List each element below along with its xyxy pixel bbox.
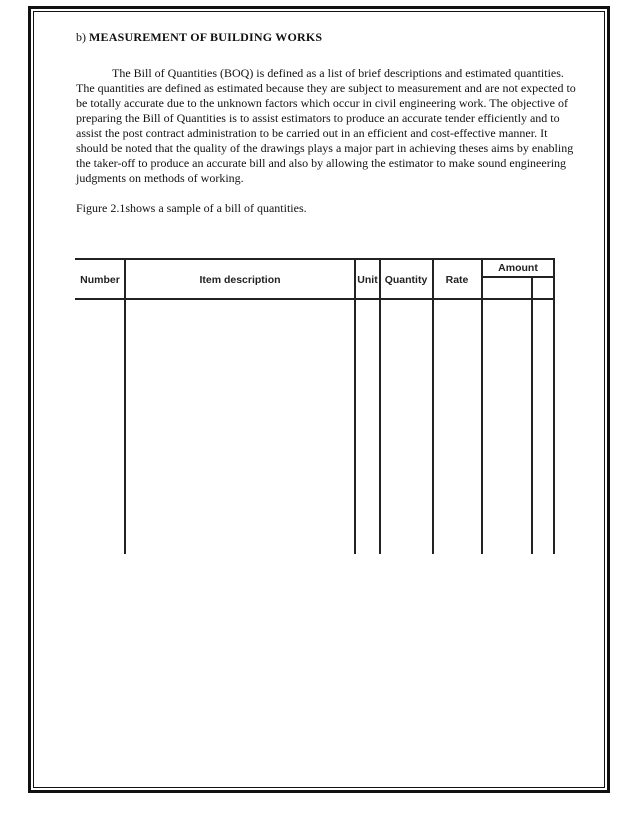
column-rule-unit [379,258,381,554]
table-top-rule [75,258,555,260]
column-rule-description [354,258,356,554]
paragraph-text: The Bill of Quantities (BOQ) is defined as a list of brief descriptions and estimated quantities. The quantities are defined as estimated because they are subject to measurement and are not expected to be totally accurate due to the unknown factors which occur in civil engineering work. The objective of preparing the Bill of Quantities is to assist estimators to produce an accurate tender efficiently and to assist the post contract administration to be carried out in an efficient and cost-effective manner. It should be noted that the quality of the drawings plays a major part in achieving theses aims by enabling the taker-off to produce an accurate bill and also by allowing the estimator to make sound engineering judgments on methods of working. [76,66,576,185]
header-item-description: Item description [199,274,281,286]
boq-sample-table [75,258,555,554]
document-body [76,30,576,216]
column-rule-rate [481,258,483,554]
amount-subheader-rule [481,276,555,278]
boq-definition-paragraph [76,66,576,186]
section-prefix: b) [76,30,86,44]
header-amount: Amount [498,262,538,274]
header-bottom-rule [75,298,555,300]
header-rate: Rate [445,274,469,286]
column-rule-quantity [432,258,434,554]
column-rule-amount-split [531,277,533,554]
header-number: Number [80,274,120,286]
figure-reference: Figure 2.1shows a sample of a bill of quantities. [76,201,307,215]
section-heading [76,30,576,45]
column-rule-number [124,258,126,554]
section-title: MEASUREMENT OF BUILDING WORKS [89,30,323,44]
column-rule-right-edge [553,258,555,554]
header-unit: Unit [357,274,378,286]
header-quantity: Quantity [384,274,428,286]
